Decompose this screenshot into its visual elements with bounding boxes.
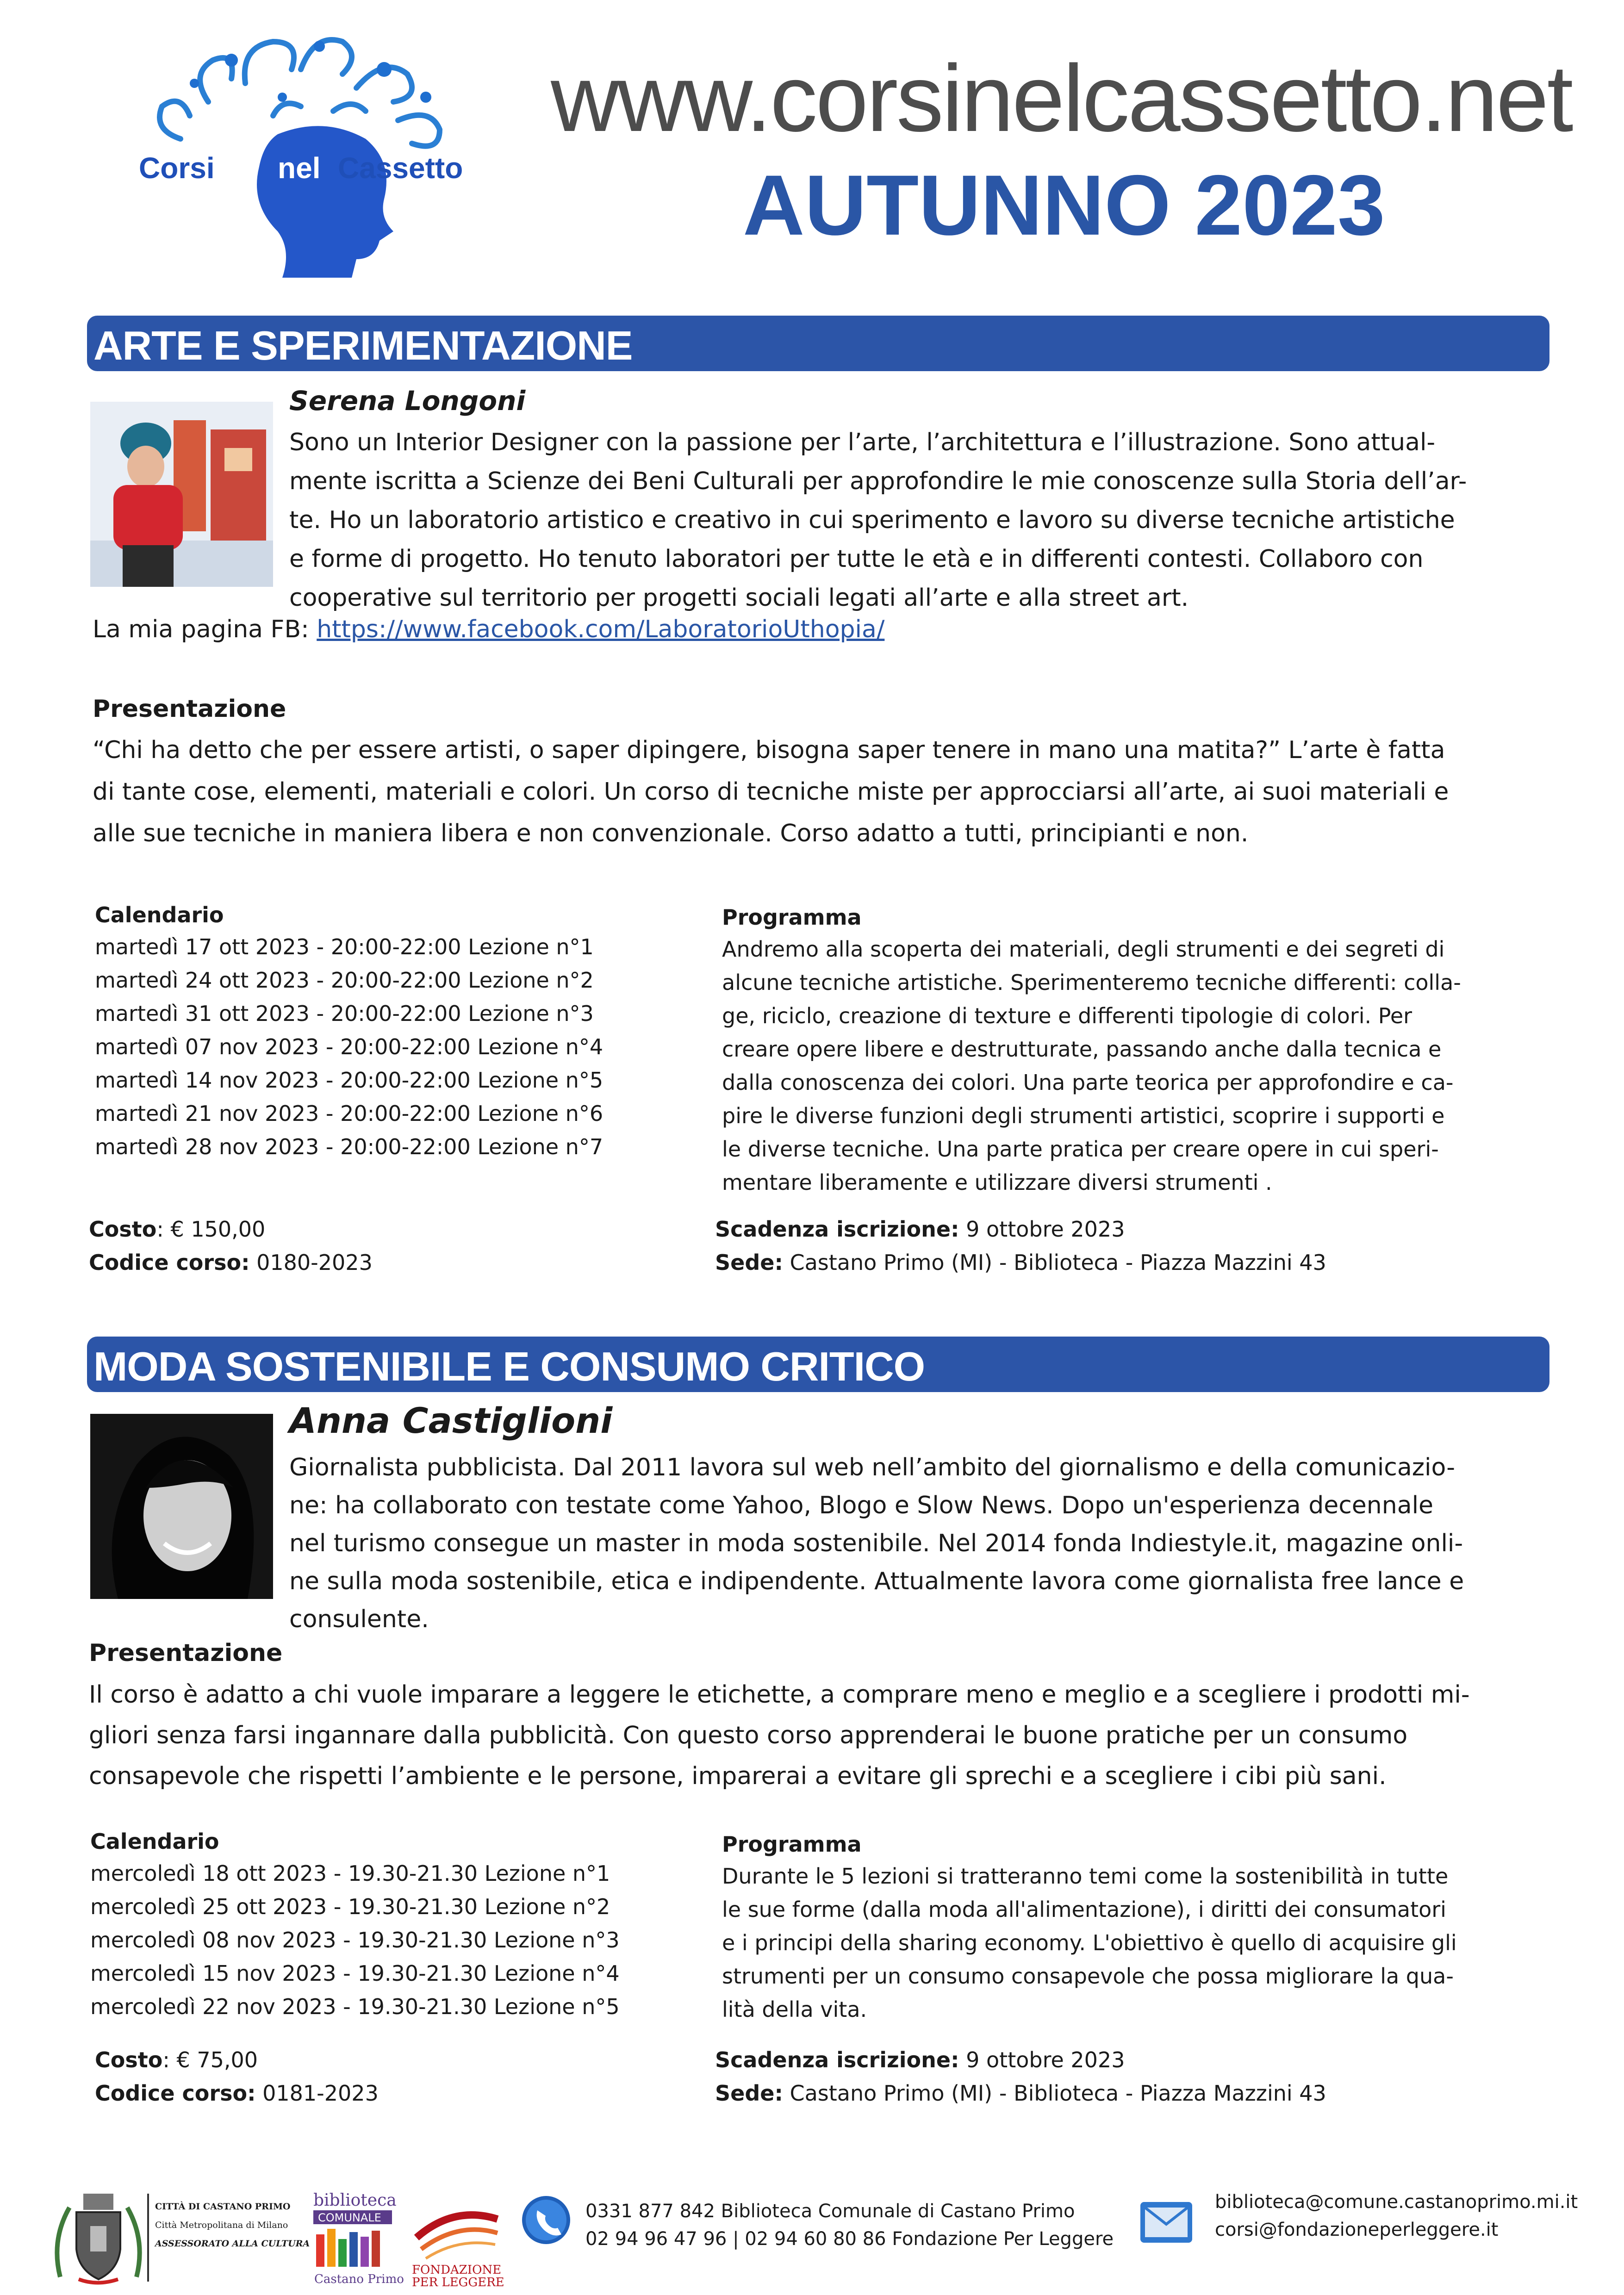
comune-metro: Città Metropolitana di Milano [155,2220,288,2230]
program-line: le sue forme (dalla moda all'alimentazione), i diritti dei consumatori [722,1897,1446,1922]
code-row [89,1246,373,1279]
program-line: Andremo alla scoperta dei materiali, degli strumenti e dei segreti di [722,937,1445,962]
comune-text [155,2197,310,2253]
venue-row [715,1246,1326,1279]
presentation-line: “Chi ha detto che per essere artisti, o saper dipingere, bisogna saper tenere in mano una matita?” L’arte è fatta [93,736,1445,764]
logo-word-corsi: Corsi [139,151,215,185]
fondazione-word1: FONDAZIONE [412,2263,502,2277]
fondazione-logo [407,2191,504,2289]
venue-label: Sede: [715,2081,783,2106]
fb-link[interactable]: https://www.facebook.com/LaboratorioUthopia/ [317,616,885,643]
course-title: MODA SOSTENIBILE E CONSUMO CRITICO [93,1343,925,1389]
bio-line: cooperative sul territorio per progetti sociali legati all’arte e alla street art. [289,584,1189,612]
phone-icon [521,2195,572,2245]
program-line: e i principi della sharing economy. L'obiettivo è quello di acquisire gli [722,1930,1457,1955]
calendar-item: martedì 17 ott 2023 - 20:00-22:00 Lezione n°1 [95,934,594,959]
logo-word-nel: nel [278,151,321,185]
author-photo [90,1414,273,1599]
course-title-band [87,316,1549,371]
calendar-item: mercoledì 15 nov 2023 - 19.30-21.30 Lezione n°4 [90,1961,620,1986]
presentation-line: di tante cose, elementi, materiali e colori. Un corso di tecniche miste per approcciarsi all’arte, ai suoi materiali e [93,778,1449,806]
email-text [1215,2188,1578,2244]
calendar-item: mercoledì 25 ott 2023 - 19.30-21.30 Lezione n°2 [90,1894,610,1919]
venue-value: Castano Primo (MI) - Biblioteca - Piazza Mazzini 43 [783,1250,1326,1275]
program-text [722,1860,1490,2026]
program-label: Programma [722,905,862,930]
logo [125,19,514,259]
calendar-item: martedì 28 nov 2023 - 20:00-22:00 Lezione n°7 [95,1134,604,1159]
code-value: 0180-2023 [249,1250,373,1275]
code-value: 0181-2023 [255,2081,379,2106]
presentation-line: gliori senza farsi ingannare dalla pubblicità. Con questo corso apprenderai le buone pratiche per un consumo [89,1722,1408,1749]
bio-line: ne: ha collaborato con testate come Yahoo, Blogo e Slow News. Dopo un'esperienza decennale [289,1492,1434,1519]
deadline-row [715,2043,1125,2077]
presentation-label: Presentazione [89,1639,283,1667]
calendar-item: mercoledì 18 ott 2023 - 19.30-21.30 Lezione n°1 [90,1861,610,1886]
phone-line: 0331 877 842 Biblioteca Comunale di Castano Primo [585,2201,1075,2222]
comune-name: CITTÀ DI CASTANO PRIMO [155,2202,291,2212]
program-line: dalla conoscenza dei colori. Una parte teorica per approfondire e ca- [722,1070,1454,1095]
bio-line: Sono un Interior Designer con la passione per l’arte, l’architettura e l’illustrazione. Sono attual- [289,429,1436,456]
deadline-value: 9 ottobre 2023 [959,1217,1125,1242]
comune-crest [51,2184,146,2289]
presentation-line: alle sue tecniche in maniera libera e non convenzionale. Corso adatto a tutti, principianti e non. [93,820,1249,847]
library-logo-word2: COMUNALE [318,2211,381,2224]
cost-value: : € 75,00 [162,2047,258,2072]
program-line: pire le diverse funzioni degli strumenti artistici, scoprire i supporti e [722,1103,1445,1128]
footer-divider [147,2194,149,2282]
calendar-item: martedì 07 nov 2023 - 20:00-22:00 Lezione n°4 [95,1034,604,1059]
library-logo [312,2188,404,2288]
bio-line: consulente. [289,1605,429,1633]
program-line: le diverse tecniche. Una parte pratica per creare opere in cui speri- [722,1137,1439,1162]
fondazione-word2: PER LEGGERE [412,2276,504,2289]
presentation-label: Presentazione [93,695,286,723]
calendar-item: mercoledì 22 nov 2023 - 19.30-21.30 Lezione n°5 [90,1994,620,2019]
program-line: alcune tecniche artistiche. Sperimenteremo tecniche differenti: colla- [722,970,1461,995]
library-logo-word3: Castano Primo [314,2272,404,2286]
program-line: strumenti per un consumo consapevole che possa migliorare la qua- [722,1964,1454,1989]
email-link[interactable]: biblioteca@comune.castanoprimo.mi.it [1215,2191,1578,2213]
calendar-list [90,1857,620,2023]
program-label: Programma [722,1832,862,1857]
calendar-item: mercoledì 08 nov 2023 - 19.30-21.30 Lezione n°3 [90,1928,620,1953]
library-logo-word1: biblioteca [313,2191,397,2210]
bio-line: Giornalista pubblicista. Dal 2011 lavora sul web nell’ambito del giornalismo e della comunicazio- [289,1454,1456,1481]
code-label: Codice corso: [89,1250,250,1275]
email-link[interactable]: corsi@fondazioneperleggere.it [1215,2219,1499,2240]
code-row [95,2077,379,2110]
calendar-item: martedì 31 ott 2023 - 20:00-22:00 Lezione n°3 [95,1001,594,1026]
venue-label: Sede: [715,1250,783,1275]
venue-row [715,2077,1326,2110]
deadline-row [715,1213,1125,1246]
calendar-label: Calendario [90,1829,219,1854]
venue-value: Castano Primo (MI) - Biblioteca - Piazza Mazzini 43 [783,2081,1326,2106]
presentation-line: consapevole che rispetti l’ambiente e le persone, imparerai a evitare gli sprechi e a scegliere i cibi più sani. [89,1762,1387,1790]
program-line: ge, riciclo, creazione di texture e differenti tipologie di colori. Per [722,1003,1412,1028]
program-line: mentare liberamente e utilizzare diversi strumenti . [722,1170,1272,1195]
cost-label: Costo [95,2047,163,2072]
program-text [722,933,1490,1199]
site-url[interactable]: www.corsinelcassetto.net [551,45,1572,151]
calendar-item: martedì 21 nov 2023 - 20:00-22:00 Lezione n°6 [95,1101,604,1126]
presentation-text [89,1674,1514,1797]
calendar-list [95,930,603,1163]
bio-line: e forme di progetto. Ho tenuto laboratori per tutte le età e in differenti contesti. Collaboro con [289,545,1424,573]
bio-line: nel turismo consegue un master in moda sostenibile. Nel 2014 fonda Indiestyle.it, magazine onli- [289,1530,1463,1557]
cost-label: Costo [89,1217,157,1242]
presentation-text [93,729,1518,854]
calendar-label: Calendario [95,902,224,927]
program-line: lità della vita. [722,1997,867,2022]
author-bio [289,423,1513,617]
course-title: ARTE E SPERIMENTAZIONE [93,323,633,368]
calendar-item: martedì 14 nov 2023 - 20:00-22:00 Lezione n°5 [95,1068,604,1093]
logo-graphic [125,19,514,259]
logo-word-cassetto: Cassetto [338,151,463,185]
program-line: creare opere libere e destrutturate, passando anche dalla tecnica e [722,1037,1442,1062]
fb-row [93,616,884,643]
author-bio [289,1449,1502,1638]
season-title: AUTUNNO 2023 [743,158,1385,253]
author-name: Serena Longoni [289,385,526,417]
calendar-item: martedì 24 ott 2023 - 20:00-22:00 Lezione n°2 [95,968,594,993]
program-line: Durante le 5 lezioni si tratteranno temi come la sostenibilità in tutte [722,1864,1449,1889]
author-photo [90,402,273,587]
comune-office: ASSESSORATO ALLA CULTURA [155,2239,310,2249]
phone-text [585,2197,1114,2253]
deadline-label: Scadenza iscrizione: [715,1217,959,1242]
phone-line: 02 94 96 47 96 | 02 94 60 80 86 Fondazione Per Leggere [585,2228,1114,2250]
deadline-label: Scadenza iscrizione: [715,2047,959,2072]
author-name: Anna Castiglioni [289,1400,613,1441]
bio-line: te. Ho un laboratorio artistico e creativo in cui sperimento e lavoro su diverse tecniche artistiche [289,506,1455,534]
bio-line: ne sulla moda sostenibile, etica e indipendente. Attualmente lavora come giornalista free lance e [289,1567,1464,1595]
email-icon [1139,2199,1194,2245]
course-title-band [87,1337,1549,1392]
deadline-value: 9 ottobre 2023 [959,2047,1125,2072]
cost-row [95,2043,258,2077]
cost-value: : € 150,00 [156,1217,266,1242]
fb-label: La mia pagina FB: [93,616,317,643]
presentation-line: Il corso è adatto a chi vuole imparare a leggere le etichette, a comprare meno e meglio e a scegliere i prodotti mi- [89,1681,1470,1709]
cost-row [89,1213,265,1246]
bio-line: mente iscritta a Scienze dei Beni Culturali per approfondire le mie conoscenze sulla Storia dell’ar- [289,467,1467,495]
code-label: Codice corso: [95,2081,256,2106]
